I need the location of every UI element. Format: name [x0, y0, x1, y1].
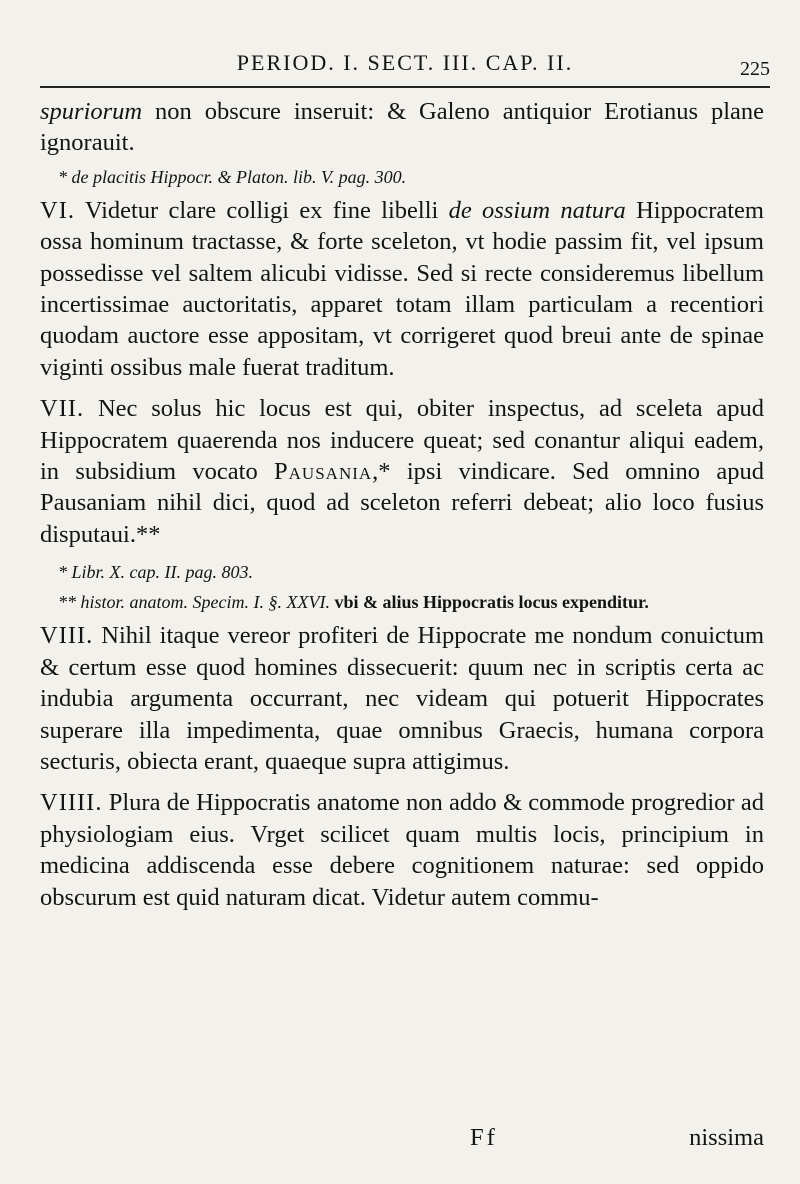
catchword: nissima — [689, 1124, 764, 1151]
paragraph-text: non obscure inseruit: & Galeno antiquior Erotianus plane ignorauit. — [40, 98, 764, 157]
signature-mark: Ff — [470, 1124, 498, 1151]
section-number: VII. — [40, 395, 85, 423]
paragraph-text: Plura de Hippocratis anatome non addo & commode progredior ad physiologiam eius. Vrget scilicet quam multis locis, principium in medicina addiscenda esse debere cognitionem naturae: sed oppido obscurum est quid naturam dicat. Videtur autem commu- — [40, 789, 764, 911]
page-body — [40, 96, 764, 923]
footnote-text-rest: vbi & alius Hippocratis locus expenditur. — [329, 592, 649, 613]
paragraph-viii — [40, 620, 764, 777]
section-number: VIII. — [40, 622, 94, 650]
header-rule — [40, 86, 770, 88]
paragraph-continuation — [40, 96, 764, 159]
footnote — [40, 165, 764, 189]
italic-title: de ossium natura — [448, 196, 626, 224]
page-number: 225 — [740, 58, 770, 80]
section-number: VIIII. — [40, 789, 103, 817]
page-footer — [40, 1124, 764, 1154]
paragraph-text-rest: Hippocratem ossa hominum tractasse, & forte sceleton, vt hodie passim fit, vel ipsum possedisse vel saltem alicubi vidisse. Sed si recte consideremus libellum incertissimae auctoritatis, apparet totam illam particulam a recentiori quodam auctore esse appositam, vt corrigeret quod breui ante de spinae viginti ossibus male fuerat traditum. — [40, 196, 764, 381]
section-number: VI. — [40, 196, 75, 224]
paragraph-text-rest: ,* ipsi vindicare. Sed omnino apud Pausaniam nihil dici, quod ad sceleton referri debeat; alio loco fusius disputaui.** — [40, 458, 764, 548]
paragraph-text: Nihil itaque vereor profiteri de Hippocrate me nondum conuictum & certum esse quod homines dissecuerit: quum nec in scriptis certa ac indubia argumenta occurrant, nec videam qui potuerit Hippocrates superare illa impedimenta, quae omnibus Graecis, humana corpora secturis, obiecta erant, quaeque supra attigimus. — [40, 622, 764, 775]
footnote — [40, 590, 764, 614]
footnote: * Libr. X. cap. II. pag. 803. — [58, 562, 253, 583]
italic-word: spuriorum — [40, 98, 143, 125]
paragraph-text: Nec solus hic locus est qui, obiter inspectus, ad sceleta apud Hippocratem quaerenda nos inducere queat; sed conantur aliqui eadem, in subsidium vocato — [40, 395, 764, 486]
paragraph-viiii — [40, 787, 764, 913]
running-head: PERIOD. I. SECT. III. CAP. II. — [236, 50, 574, 75]
paragraph-vii — [40, 393, 764, 550]
paragraph-vi — [40, 195, 764, 383]
page-header — [40, 50, 770, 88]
footnote-text: * de placitis Hippocr. — [58, 166, 213, 187]
small-caps-name: Pausania — [274, 458, 373, 486]
footnote-text-rest: & Platon. lib. V. pag. 300. — [213, 166, 407, 187]
footnote-text: ** histor. anatom. Specim. I. §. XXVI. — [58, 592, 330, 613]
paragraph-text: Videtur clare colligi ex fine libelli — [74, 196, 449, 224]
